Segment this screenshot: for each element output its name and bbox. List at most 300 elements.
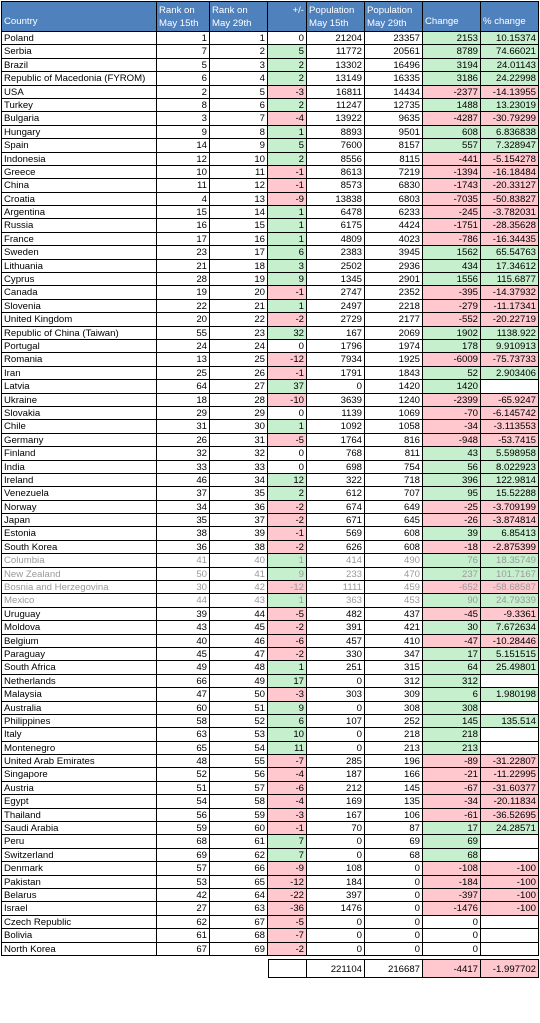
cell-rank-may-29[interactable]: 48 [210,661,268,674]
cell-rank-may-29[interactable]: 7 [210,112,268,125]
cell-plus-minus[interactable]: 0 [268,407,307,420]
cell-plus-minus[interactable]: -10 [268,394,307,407]
cell-rank-may-29[interactable]: 49 [210,675,268,688]
cell-percent-change[interactable]: 7.328947 [481,139,539,152]
cell-change[interactable]: 0 [423,943,481,956]
cell-change[interactable]: -45 [423,608,481,621]
cell-plus-minus[interactable]: 1 [268,219,307,232]
cell-rank-may-15[interactable]: 37 [157,487,210,500]
cell-country[interactable]: Latvia [1,380,157,393]
cell-percent-change[interactable]: 5.151515 [481,648,539,661]
cell-rank-may-29[interactable]: 11 [210,166,268,179]
cell-rank-may-15[interactable]: 63 [157,728,210,741]
cell-population-may-15[interactable]: 363 [307,594,365,607]
cell-plus-minus[interactable]: -4 [268,768,307,781]
cell-rank-may-15[interactable]: 67 [157,943,210,956]
cell-rank-may-29[interactable]: 21 [210,300,268,313]
cell-country[interactable]: Singapore [1,768,157,781]
cell-population-may-15[interactable]: 0 [307,835,365,848]
cell-rank-may-15[interactable]: 3 [157,112,210,125]
cell-rank-may-29[interactable]: 15 [210,219,268,232]
cell-population-may-15[interactable]: 569 [307,527,365,540]
header-country[interactable]: Country [1,1,157,32]
cell-population-may-29[interactable]: 6233 [365,206,423,219]
cell-population-may-29[interactable]: 145 [365,782,423,795]
cell-rank-may-29[interactable]: 4 [210,72,268,85]
cell-rank-may-15[interactable]: 41 [157,554,210,567]
cell-plus-minus[interactable]: -1 [268,527,307,540]
cell-population-may-15[interactable]: 397 [307,889,365,902]
cell-population-may-15[interactable]: 8613 [307,166,365,179]
cell-population-may-29[interactable]: 1069 [365,407,423,420]
cell-rank-may-15[interactable]: 18 [157,394,210,407]
cell-rank-may-29[interactable]: 62 [210,849,268,862]
cell-country[interactable]: Greece [1,166,157,179]
cell-country[interactable]: Russia [1,219,157,232]
cell-rank-may-29[interactable]: 41 [210,568,268,581]
cell-population-may-15[interactable]: 1796 [307,340,365,353]
cell-plus-minus[interactable]: -5 [268,608,307,621]
cell-population-may-15[interactable]: 1092 [307,420,365,433]
cell-rank-may-29[interactable]: 34 [210,474,268,487]
cell-plus-minus[interactable]: 0 [268,32,307,45]
cell-population-may-29[interactable]: 0 [365,902,423,915]
cell-change[interactable]: 6 [423,688,481,701]
cell-population-may-15[interactable]: 1139 [307,407,365,420]
cell-population-may-29[interactable]: 0 [365,916,423,929]
cell-country[interactable]: Japan [1,514,157,527]
cell-population-may-29[interactable]: 252 [365,715,423,728]
cell-change[interactable]: 237 [423,568,481,581]
cell-plus-minus[interactable]: 2 [268,59,307,72]
cell-percent-change[interactable]: -10.28446 [481,635,539,648]
cell-population-may-29[interactable]: 69 [365,835,423,848]
cell-rank-may-29[interactable]: 23 [210,327,268,340]
cell-population-may-29[interactable]: 87 [365,822,423,835]
cell-population-may-29[interactable]: 1420 [365,380,423,393]
cell-rank-may-29[interactable]: 53 [210,728,268,741]
cell-change[interactable]: 69 [423,835,481,848]
cell-percent-change[interactable]: 8.022923 [481,461,539,474]
cell-percent-change[interactable]: -20.33127 [481,179,539,192]
cell-population-may-15[interactable]: 1764 [307,434,365,447]
cell-population-may-15[interactable]: 108 [307,862,365,875]
header-population-may-29[interactable]: Population May 29th [365,1,423,32]
cell-rank-may-15[interactable]: 5 [157,59,210,72]
cell-population-may-15[interactable]: 391 [307,621,365,634]
cell-plus-minus[interactable]: -3 [268,809,307,822]
cell-population-may-29[interactable]: 3945 [365,246,423,259]
cell-rank-may-29[interactable]: 20 [210,286,268,299]
cell-population-may-15[interactable]: 212 [307,782,365,795]
cell-population-may-15[interactable]: 8573 [307,179,365,192]
cell-rank-may-29[interactable]: 13 [210,193,268,206]
cell-population-may-29[interactable]: 0 [365,943,423,956]
cell-plus-minus[interactable]: 9 [268,702,307,715]
cell-plus-minus[interactable]: 5 [268,45,307,58]
cell-population-may-29[interactable]: 4023 [365,233,423,246]
cell-country[interactable]: Belgium [1,635,157,648]
cell-country[interactable]: Turkey [1,99,157,112]
cell-population-may-29[interactable]: 649 [365,501,423,514]
cell-percent-change[interactable]: -6.145742 [481,407,539,420]
cell-rank-may-15[interactable]: 49 [157,661,210,674]
cell-population-may-15[interactable]: 13302 [307,59,365,72]
cell-population-may-15[interactable]: 671 [307,514,365,527]
cell-country[interactable]: South Africa [1,661,157,674]
cell-population-may-29[interactable]: 16335 [365,72,423,85]
cell-population-may-29[interactable]: 1843 [365,367,423,380]
cell-population-may-15[interactable]: 0 [307,929,365,942]
cell-percent-change[interactable]: -100 [481,902,539,915]
cell-change[interactable]: -552 [423,313,481,326]
cell-rank-may-15[interactable]: 45 [157,648,210,661]
cell-percent-change[interactable]: -31.22807 [481,755,539,768]
cell-country[interactable]: Uruguay [1,608,157,621]
cell-population-may-29[interactable]: 1925 [365,353,423,366]
cell-plus-minus[interactable]: -12 [268,876,307,889]
cell-country[interactable]: Romania [1,353,157,366]
cell-rank-may-15[interactable]: 12 [157,153,210,166]
cell-population-may-29[interactable]: 309 [365,688,423,701]
cell-rank-may-15[interactable]: 47 [157,688,210,701]
cell-percent-change[interactable]: -28.35628 [481,219,539,232]
cell-rank-may-15[interactable]: 43 [157,621,210,634]
cell-rank-may-15[interactable]: 66 [157,675,210,688]
cell-country[interactable]: Columbia [1,554,157,567]
cell-plus-minus[interactable]: -2 [268,541,307,554]
cell-percent-change[interactable]: -53.7415 [481,434,539,447]
cell-rank-may-29[interactable]: 50 [210,688,268,701]
cell-percent-change[interactable]: 9.910913 [481,340,539,353]
cell-change[interactable]: -108 [423,862,481,875]
cell-change[interactable]: 213 [423,742,481,755]
cell-rank-may-29[interactable]: 63 [210,902,268,915]
cell-rank-may-29[interactable]: 68 [210,929,268,942]
cell-country[interactable]: Norway [1,501,157,514]
cell-population-may-15[interactable]: 2497 [307,300,365,313]
cell-rank-may-15[interactable]: 16 [157,219,210,232]
header-percent-change[interactable]: % change [481,1,539,32]
cell-change[interactable]: 90 [423,594,481,607]
cell-change[interactable]: -184 [423,876,481,889]
cell-population-may-15[interactable]: 482 [307,608,365,621]
cell-rank-may-29[interactable]: 40 [210,554,268,567]
totals-blank-cell[interactable] [268,959,307,978]
cell-percent-change[interactable]: 115.6877 [481,273,539,286]
cell-rank-may-15[interactable]: 29 [157,407,210,420]
cell-rank-may-29[interactable]: 29 [210,407,268,420]
cell-rank-may-15[interactable]: 15 [157,206,210,219]
cell-change[interactable]: 3186 [423,72,481,85]
cell-country[interactable]: Canada [1,286,157,299]
cell-rank-may-15[interactable]: 52 [157,768,210,781]
cell-population-may-15[interactable]: 13149 [307,72,365,85]
cell-percent-change[interactable]: -3.874814 [481,514,539,527]
cell-change[interactable]: -395 [423,286,481,299]
cell-population-may-15[interactable]: 0 [307,728,365,741]
cell-rank-may-29[interactable]: 9 [210,139,268,152]
cell-plus-minus[interactable]: 1 [268,126,307,139]
cell-population-may-15[interactable]: 6175 [307,219,365,232]
cell-rank-may-15[interactable]: 6 [157,72,210,85]
cell-rank-may-15[interactable]: 2 [157,86,210,99]
cell-population-may-15[interactable]: 1345 [307,273,365,286]
cell-rank-may-15[interactable]: 10 [157,166,210,179]
cell-country[interactable]: Belarus [1,889,157,902]
cell-rank-may-29[interactable]: 43 [210,594,268,607]
cell-rank-may-15[interactable]: 7 [157,45,210,58]
cell-change[interactable]: -61 [423,809,481,822]
cell-country[interactable]: Peru [1,835,157,848]
cell-population-may-29[interactable]: 14434 [365,86,423,99]
cell-population-may-15[interactable]: 13838 [307,193,365,206]
cell-population-may-29[interactable]: 6803 [365,193,423,206]
cell-rank-may-15[interactable]: 20 [157,313,210,326]
cell-plus-minus[interactable]: 17 [268,675,307,688]
cell-plus-minus[interactable]: -3 [268,688,307,701]
cell-country[interactable]: Republic of Macedonia (FYROM) [1,72,157,85]
cell-country[interactable]: Hungary [1,126,157,139]
cell-population-may-15[interactable]: 674 [307,501,365,514]
cell-rank-may-29[interactable]: 5 [210,86,268,99]
cell-change[interactable]: -47 [423,635,481,648]
cell-country[interactable]: Finland [1,447,157,460]
cell-change[interactable]: 308 [423,702,481,715]
cell-country[interactable]: Switzerland [1,849,157,862]
cell-change[interactable]: -245 [423,206,481,219]
total-population-may-29[interactable]: 216687 [365,959,423,978]
cell-change[interactable]: -1743 [423,179,481,192]
cell-population-may-29[interactable]: 2218 [365,300,423,313]
cell-change[interactable]: 608 [423,126,481,139]
cell-rank-may-15[interactable]: 42 [157,889,210,902]
cell-change[interactable]: 30 [423,621,481,634]
cell-rank-may-15[interactable]: 36 [157,541,210,554]
cell-change[interactable]: -26 [423,514,481,527]
cell-rank-may-15[interactable]: 4 [157,193,210,206]
cell-rank-may-15[interactable]: 46 [157,474,210,487]
cell-plus-minus[interactable]: -9 [268,862,307,875]
cell-percent-change[interactable]: -5.154278 [481,153,539,166]
cell-percent-change[interactable]: -75.73733 [481,353,539,366]
cell-rank-may-29[interactable]: 22 [210,313,268,326]
cell-population-may-29[interactable]: 315 [365,661,423,674]
cell-country[interactable]: Slovenia [1,300,157,313]
cell-population-may-29[interactable]: 2177 [365,313,423,326]
cell-change[interactable]: 1488 [423,99,481,112]
cell-rank-may-15[interactable]: 33 [157,461,210,474]
cell-percent-change[interactable]: 101.7167 [481,568,539,581]
cell-country[interactable]: Brazil [1,59,157,72]
cell-country[interactable]: China [1,179,157,192]
cell-plus-minus[interactable]: 2 [268,153,307,166]
cell-percent-change[interactable] [481,675,539,688]
cell-population-may-15[interactable]: 251 [307,661,365,674]
cell-population-may-15[interactable]: 768 [307,447,365,460]
cell-change[interactable]: 1556 [423,273,481,286]
cell-population-may-29[interactable]: 645 [365,514,423,527]
cell-plus-minus[interactable]: 12 [268,474,307,487]
cell-change[interactable]: 3194 [423,59,481,72]
cell-rank-may-29[interactable]: 56 [210,768,268,781]
cell-change[interactable]: -34 [423,420,481,433]
cell-change[interactable]: 68 [423,849,481,862]
cell-rank-may-15[interactable]: 11 [157,179,210,192]
cell-rank-may-15[interactable]: 51 [157,782,210,795]
cell-population-may-29[interactable]: 8157 [365,139,423,152]
cell-country[interactable]: Bulgaria [1,112,157,125]
cell-population-may-15[interactable]: 457 [307,635,365,648]
cell-country[interactable]: Czech Republic [1,916,157,929]
cell-population-may-15[interactable]: 330 [307,648,365,661]
cell-rank-may-15[interactable]: 1 [157,32,210,45]
cell-percent-change[interactable]: 74.66021 [481,45,539,58]
cell-change[interactable]: 218 [423,728,481,741]
cell-plus-minus[interactable]: -36 [268,902,307,915]
cell-population-may-15[interactable]: 11772 [307,45,365,58]
cell-rank-may-29[interactable]: 44 [210,608,268,621]
cell-population-may-29[interactable]: 2901 [365,273,423,286]
cell-rank-may-15[interactable]: 39 [157,608,210,621]
cell-country[interactable]: Montenegro [1,742,157,755]
cell-population-may-15[interactable]: 322 [307,474,365,487]
cell-plus-minus[interactable]: 7 [268,849,307,862]
cell-rank-may-15[interactable]: 17 [157,233,210,246]
cell-percent-change[interactable]: 6.836838 [481,126,539,139]
cell-country[interactable]: Ukraine [1,394,157,407]
cell-percent-change[interactable]: 24.22998 [481,72,539,85]
cell-country[interactable]: Moldova [1,621,157,634]
cell-population-may-29[interactable]: 0 [365,876,423,889]
cell-plus-minus[interactable]: 5 [268,139,307,152]
cell-rank-may-15[interactable]: 57 [157,862,210,875]
total-change[interactable]: -4417 [423,959,481,978]
cell-percent-change[interactable]: -3.782031 [481,206,539,219]
cell-population-may-15[interactable]: 7934 [307,353,365,366]
cell-population-may-15[interactable]: 698 [307,461,365,474]
cell-percent-change[interactable]: -100 [481,862,539,875]
cell-population-may-29[interactable]: 754 [365,461,423,474]
cell-change[interactable]: 95 [423,487,481,500]
cell-plus-minus[interactable]: 2 [268,99,307,112]
cell-population-may-29[interactable]: 437 [365,608,423,621]
cell-plus-minus[interactable]: -2 [268,501,307,514]
cell-percent-change[interactable]: -20.11834 [481,795,539,808]
cell-percent-change[interactable]: -58.68587 [481,581,539,594]
cell-change[interactable]: -279 [423,300,481,313]
cell-plus-minus[interactable]: -2 [268,648,307,661]
cell-plus-minus[interactable]: 1 [268,300,307,313]
cell-plus-minus[interactable]: -7 [268,929,307,942]
cell-change[interactable]: 1420 [423,380,481,393]
cell-rank-may-15[interactable]: 59 [157,822,210,835]
cell-population-may-29[interactable]: 816 [365,434,423,447]
cell-rank-may-29[interactable]: 2 [210,45,268,58]
cell-population-may-29[interactable]: 312 [365,675,423,688]
cell-population-may-15[interactable]: 285 [307,755,365,768]
cell-rank-may-29[interactable]: 8 [210,126,268,139]
cell-population-may-15[interactable]: 0 [307,380,365,393]
cell-population-may-29[interactable]: 9501 [365,126,423,139]
cell-plus-minus[interactable]: 0 [268,340,307,353]
cell-population-may-15[interactable]: 187 [307,768,365,781]
cell-change[interactable]: 8789 [423,45,481,58]
cell-plus-minus[interactable]: 0 [268,447,307,460]
cell-population-may-15[interactable]: 4809 [307,233,365,246]
cell-country[interactable]: Italy [1,728,157,741]
cell-plus-minus[interactable]: -1 [268,179,307,192]
cell-country[interactable]: Paraguay [1,648,157,661]
cell-population-may-15[interactable]: 2502 [307,260,365,273]
cell-rank-may-15[interactable]: 48 [157,755,210,768]
cell-population-may-29[interactable]: 0 [365,862,423,875]
cell-percent-change[interactable]: -9.3361 [481,608,539,621]
cell-plus-minus[interactable]: -2 [268,514,307,527]
cell-population-may-15[interactable]: 70 [307,822,365,835]
cell-percent-change[interactable]: 13.23019 [481,99,539,112]
cell-plus-minus[interactable]: 9 [268,568,307,581]
cell-plus-minus[interactable]: 9 [268,273,307,286]
cell-percent-change[interactable] [481,835,539,848]
cell-change[interactable]: -7035 [423,193,481,206]
cell-population-may-29[interactable]: 12735 [365,99,423,112]
cell-rank-may-29[interactable]: 42 [210,581,268,594]
cell-change[interactable]: 43 [423,447,481,460]
cell-rank-may-29[interactable]: 12 [210,179,268,192]
cell-percent-change[interactable]: 10.15374 [481,32,539,45]
cell-population-may-29[interactable]: 0 [365,889,423,902]
cell-rank-may-15[interactable]: 54 [157,795,210,808]
cell-population-may-29[interactable]: 421 [365,621,423,634]
cell-percent-change[interactable]: -11.17341 [481,300,539,313]
cell-rank-may-29[interactable]: 3 [210,59,268,72]
cell-change[interactable]: 557 [423,139,481,152]
cell-population-may-15[interactable]: 11247 [307,99,365,112]
cell-rank-may-29[interactable]: 54 [210,742,268,755]
cell-plus-minus[interactable]: -5 [268,434,307,447]
cell-change[interactable]: -441 [423,153,481,166]
cell-percent-change[interactable]: 5.598958 [481,447,539,460]
cell-percent-change[interactable]: -31.60377 [481,782,539,795]
cell-rank-may-29[interactable]: 57 [210,782,268,795]
cell-rank-may-15[interactable]: 60 [157,702,210,715]
cell-population-may-15[interactable]: 1476 [307,902,365,915]
cell-country[interactable]: United Kingdom [1,313,157,326]
cell-plus-minus[interactable]: 6 [268,715,307,728]
cell-plus-minus[interactable]: 3 [268,260,307,273]
cell-population-may-15[interactable]: 169 [307,795,365,808]
cell-percent-change[interactable]: 1.980198 [481,688,539,701]
cell-rank-may-29[interactable]: 64 [210,889,268,902]
cell-percent-change[interactable]: -14.13955 [481,86,539,99]
cell-country[interactable]: Australia [1,702,157,715]
cell-population-may-15[interactable]: 0 [307,943,365,956]
cell-rank-may-15[interactable]: 69 [157,849,210,862]
cell-country[interactable]: South Korea [1,541,157,554]
cell-population-may-15[interactable]: 167 [307,809,365,822]
cell-percent-change[interactable]: 122.9814 [481,474,539,487]
cell-population-may-29[interactable]: 7219 [365,166,423,179]
cell-population-may-15[interactable]: 0 [307,742,365,755]
cell-change[interactable]: 434 [423,260,481,273]
cell-plus-minus[interactable]: -9 [268,193,307,206]
cell-rank-may-29[interactable]: 14 [210,206,268,219]
cell-population-may-29[interactable]: 106 [365,809,423,822]
cell-population-may-29[interactable]: 8115 [365,153,423,166]
cell-population-may-15[interactable]: 107 [307,715,365,728]
cell-rank-may-15[interactable]: 25 [157,367,210,380]
